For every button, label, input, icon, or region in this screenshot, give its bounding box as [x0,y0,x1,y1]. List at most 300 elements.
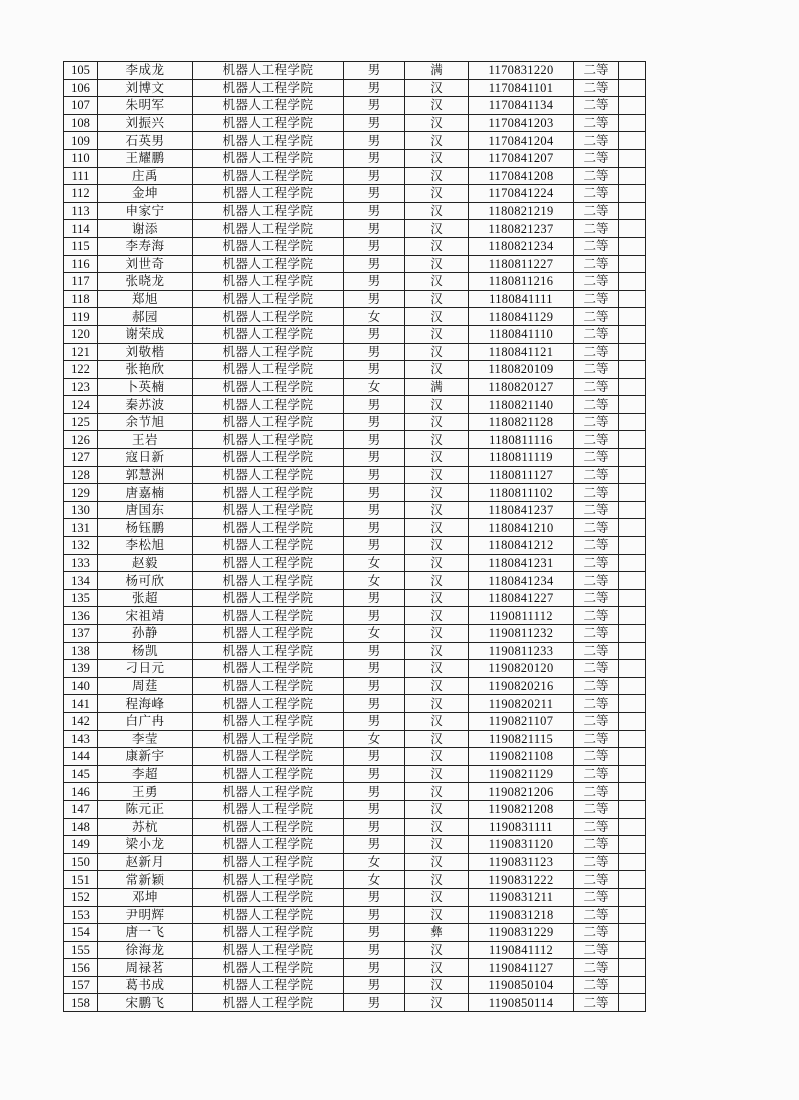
row-number-cell: 109 [64,132,98,150]
empty-cell [619,537,646,555]
college-name-cell: 机器人工程学院 [193,361,344,379]
table-row [64,237,646,255]
row-number-cell: 134 [64,572,98,590]
award-grade-cell: 二等 [574,853,619,871]
student-id-cell: 1180820127 [469,378,574,396]
row-number-cell: 158 [64,994,98,1012]
college-name-cell: 机器人工程学院 [193,167,344,185]
college-name-cell: 机器人工程学院 [193,976,344,994]
student-id-cell: 1180841111 [469,290,574,308]
student-name-cell: 寇日新 [98,449,193,467]
row-number-cell: 145 [64,765,98,783]
empty-cell [619,888,646,906]
student-id-cell: 1170841224 [469,185,574,203]
table-row [64,712,646,730]
row-number-cell: 124 [64,396,98,414]
college-name-cell: 机器人工程学院 [193,413,344,431]
row-number-cell: 107 [64,97,98,115]
college-name-cell: 机器人工程学院 [193,501,344,519]
gender-cell: 男 [344,976,405,994]
award-grade-cell: 二等 [574,484,619,502]
college-name-cell: 机器人工程学院 [193,325,344,343]
student-name-cell: 周莛 [98,677,193,695]
table-row [64,290,646,308]
ethnicity-cell: 汉 [405,783,469,801]
college-name-cell: 机器人工程学院 [193,62,344,80]
ethnicity-cell: 汉 [405,273,469,291]
student-id-cell: 1180841234 [469,572,574,590]
ethnicity-cell: 汉 [405,97,469,115]
gender-cell: 男 [344,114,405,132]
college-name-cell: 机器人工程学院 [193,712,344,730]
student-id-cell: 1180821140 [469,396,574,414]
award-grade-cell: 二等 [574,132,619,150]
empty-cell [619,783,646,801]
student-name-cell: 周禄茗 [98,959,193,977]
table-row [64,325,646,343]
table-row [64,607,646,625]
college-name-cell: 机器人工程学院 [193,237,344,255]
table-row [64,836,646,854]
college-name-cell: 机器人工程学院 [193,273,344,291]
ethnicity-cell: 满 [405,62,469,80]
gender-cell: 男 [344,97,405,115]
ethnicity-cell: 汉 [405,79,469,97]
gender-cell: 男 [344,413,405,431]
gender-cell: 男 [344,836,405,854]
student-name-cell: 葛书成 [98,976,193,994]
student-id-cell: 1180811102 [469,484,574,502]
college-name-cell: 机器人工程学院 [193,308,344,326]
empty-cell [619,853,646,871]
ethnicity-cell: 汉 [405,325,469,343]
ethnicity-cell: 汉 [405,712,469,730]
award-grade-cell: 二等 [574,924,619,942]
college-name-cell: 机器人工程学院 [193,695,344,713]
ethnicity-cell: 汉 [405,537,469,555]
row-number-cell: 121 [64,343,98,361]
gender-cell: 男 [344,783,405,801]
empty-cell [619,677,646,695]
empty-cell [619,712,646,730]
college-name-cell: 机器人工程学院 [193,79,344,97]
empty-cell [619,273,646,291]
ethnicity-cell: 汉 [405,449,469,467]
table-row [64,994,646,1012]
student-name-cell: 刘振兴 [98,114,193,132]
empty-cell [619,185,646,203]
student-id-cell: 1180841237 [469,501,574,519]
college-name-cell: 机器人工程学院 [193,431,344,449]
award-grade-cell: 二等 [574,202,619,220]
ethnicity-cell: 汉 [405,642,469,660]
college-name-cell: 机器人工程学院 [193,607,344,625]
empty-cell [619,237,646,255]
gender-cell: 男 [344,255,405,273]
gender-cell: 女 [344,730,405,748]
row-number-cell: 129 [64,484,98,502]
student-name-cell: 金坤 [98,185,193,203]
student-id-cell: 1170841207 [469,149,574,167]
empty-cell [619,290,646,308]
award-grade-cell: 二等 [574,976,619,994]
student-id-cell: 1180821237 [469,220,574,238]
ethnicity-cell: 汉 [405,501,469,519]
table-row [64,273,646,291]
student-id-cell: 1190821206 [469,783,574,801]
gender-cell: 男 [344,748,405,766]
student-id-cell: 1190821108 [469,748,574,766]
empty-cell [619,361,646,379]
student-id-cell: 1180811116 [469,431,574,449]
ethnicity-cell: 汉 [405,185,469,203]
table-row [64,361,646,379]
award-grade-cell: 二等 [574,79,619,97]
table-row [64,431,646,449]
table-row [64,853,646,871]
student-id-cell: 1180841129 [469,308,574,326]
table-row [64,677,646,695]
award-grade-cell: 二等 [574,185,619,203]
college-name-cell: 机器人工程学院 [193,202,344,220]
ethnicity-cell: 汉 [405,290,469,308]
empty-cell [619,132,646,150]
gender-cell: 男 [344,149,405,167]
student-id-cell: 1180841231 [469,554,574,572]
award-grade-cell: 二等 [574,431,619,449]
ethnicity-cell: 汉 [405,994,469,1012]
college-name-cell: 机器人工程学院 [193,589,344,607]
gender-cell: 男 [344,132,405,150]
gender-cell: 男 [344,237,405,255]
student-name-cell: 李超 [98,765,193,783]
college-name-cell: 机器人工程学院 [193,871,344,889]
award-grade-cell: 二等 [574,308,619,326]
table-row [64,871,646,889]
gender-cell: 男 [344,273,405,291]
gender-cell: 男 [344,941,405,959]
table-row [64,343,646,361]
table-row [64,906,646,924]
student-name-cell: 谢荣成 [98,325,193,343]
gender-cell: 女 [344,308,405,326]
gender-cell: 男 [344,396,405,414]
student-name-cell: 康新宇 [98,748,193,766]
award-grade-cell: 二等 [574,149,619,167]
college-name-cell: 机器人工程学院 [193,818,344,836]
ethnicity-cell: 汉 [405,308,469,326]
ethnicity-cell: 汉 [405,202,469,220]
table-row [64,466,646,484]
student-name-cell: 杨钰鹏 [98,519,193,537]
college-name-cell: 机器人工程学院 [193,396,344,414]
row-number-cell: 126 [64,431,98,449]
award-grade-cell: 二等 [574,537,619,555]
ethnicity-cell: 汉 [405,607,469,625]
student-name-cell: 石英男 [98,132,193,150]
student-name-cell: 唐国东 [98,501,193,519]
empty-cell [619,906,646,924]
gender-cell: 男 [344,537,405,555]
college-name-cell: 机器人工程学院 [193,255,344,273]
student-id-cell: 1190831211 [469,888,574,906]
row-number-cell: 119 [64,308,98,326]
table-row [64,924,646,942]
table-row [64,202,646,220]
row-number-cell: 132 [64,537,98,555]
student-name-cell: 庄禹 [98,167,193,185]
roster-table [63,61,646,1012]
empty-cell [619,625,646,643]
college-name-cell: 机器人工程学院 [193,660,344,678]
student-name-cell: 白广冉 [98,712,193,730]
award-grade-cell: 二等 [574,625,619,643]
award-grade-cell: 二等 [574,607,619,625]
student-name-cell: 李寿海 [98,237,193,255]
student-id-cell: 1190850104 [469,976,574,994]
student-id-cell: 1190841112 [469,941,574,959]
college-name-cell: 机器人工程学院 [193,466,344,484]
award-grade-cell: 二等 [574,748,619,766]
award-grade-cell: 二等 [574,818,619,836]
ethnicity-cell: 汉 [405,237,469,255]
student-id-cell: 1190811233 [469,642,574,660]
award-grade-cell: 二等 [574,466,619,484]
student-name-cell: 李成龙 [98,62,193,80]
empty-cell [619,572,646,590]
ethnicity-cell: 汉 [405,853,469,871]
table-row [64,378,646,396]
gender-cell: 男 [344,695,405,713]
student-id-cell: 1190831229 [469,924,574,942]
student-id-cell: 1190821129 [469,765,574,783]
row-number-cell: 138 [64,642,98,660]
student-id-cell: 1180841227 [469,589,574,607]
empty-cell [619,114,646,132]
gender-cell: 男 [344,167,405,185]
empty-cell [619,554,646,572]
table-row [64,572,646,590]
table-row [64,185,646,203]
empty-cell [619,396,646,414]
student-id-cell: 1190850114 [469,994,574,1012]
student-id-cell: 1170841208 [469,167,574,185]
student-id-cell: 1190811232 [469,625,574,643]
table-row [64,132,646,150]
table-row [64,396,646,414]
student-name-cell: 刁日元 [98,660,193,678]
student-name-cell: 秦苏波 [98,396,193,414]
empty-cell [619,413,646,431]
student-name-cell: 唐嘉楠 [98,484,193,502]
empty-cell [619,589,646,607]
gender-cell: 男 [344,888,405,906]
gender-cell: 女 [344,871,405,889]
college-name-cell: 机器人工程学院 [193,677,344,695]
college-name-cell: 机器人工程学院 [193,185,344,203]
empty-cell [619,748,646,766]
award-grade-cell: 二等 [574,959,619,977]
student-id-cell: 1190831111 [469,818,574,836]
award-grade-cell: 二等 [574,695,619,713]
college-name-cell: 机器人工程学院 [193,765,344,783]
table-row [64,255,646,273]
row-number-cell: 127 [64,449,98,467]
award-grade-cell: 二等 [574,572,619,590]
row-number-cell: 144 [64,748,98,766]
student-id-cell: 1180821234 [469,237,574,255]
gender-cell: 男 [344,501,405,519]
award-grade-cell: 二等 [574,730,619,748]
row-number-cell: 118 [64,290,98,308]
college-name-cell: 机器人工程学院 [193,959,344,977]
student-id-cell: 1180811119 [469,449,574,467]
student-name-cell: 谢添 [98,220,193,238]
table-row [64,660,646,678]
college-name-cell: 机器人工程学院 [193,449,344,467]
student-id-cell: 1180811216 [469,273,574,291]
empty-cell [619,519,646,537]
ethnicity-cell: 汉 [405,572,469,590]
ethnicity-cell: 汉 [405,660,469,678]
gender-cell: 男 [344,484,405,502]
college-name-cell: 机器人工程学院 [193,343,344,361]
table-row [64,554,646,572]
award-grade-cell: 二等 [574,994,619,1012]
award-grade-cell: 二等 [574,519,619,537]
ethnicity-cell: 汉 [405,114,469,132]
ethnicity-cell: 满 [405,378,469,396]
student-name-cell: 苏杭 [98,818,193,836]
table-row [64,625,646,643]
empty-cell [619,343,646,361]
student-id-cell: 1190820120 [469,660,574,678]
award-grade-cell: 二等 [574,888,619,906]
college-name-cell: 机器人工程学院 [193,290,344,308]
gender-cell: 男 [344,924,405,942]
student-name-cell: 杨可欣 [98,572,193,590]
empty-cell [619,431,646,449]
row-number-cell: 130 [64,501,98,519]
student-id-cell: 1190831222 [469,871,574,889]
college-name-cell: 机器人工程学院 [193,783,344,801]
college-name-cell: 机器人工程学院 [193,572,344,590]
table-row [64,818,646,836]
gender-cell: 男 [344,765,405,783]
empty-cell [619,466,646,484]
table-row [64,308,646,326]
empty-cell [619,800,646,818]
student-id-cell: 1170841101 [469,79,574,97]
college-name-cell: 机器人工程学院 [193,836,344,854]
award-grade-cell: 二等 [574,237,619,255]
gender-cell: 男 [344,642,405,660]
row-number-cell: 137 [64,625,98,643]
gender-cell: 男 [344,290,405,308]
row-number-cell: 105 [64,62,98,80]
ethnicity-cell: 汉 [405,959,469,977]
gender-cell: 男 [344,325,405,343]
student-name-cell: 邓坤 [98,888,193,906]
college-name-cell: 机器人工程学院 [193,114,344,132]
ethnicity-cell: 彝 [405,924,469,942]
row-number-cell: 120 [64,325,98,343]
ethnicity-cell: 汉 [405,343,469,361]
row-number-cell: 154 [64,924,98,942]
student-name-cell: 王岩 [98,431,193,449]
row-number-cell: 148 [64,818,98,836]
college-name-cell: 机器人工程学院 [193,906,344,924]
table-row [64,765,646,783]
award-grade-cell: 二等 [574,97,619,115]
college-name-cell: 机器人工程学院 [193,97,344,115]
ethnicity-cell: 汉 [405,871,469,889]
ethnicity-cell: 汉 [405,976,469,994]
college-name-cell: 机器人工程学院 [193,625,344,643]
table-row [64,888,646,906]
table-row [64,695,646,713]
college-name-cell: 机器人工程学院 [193,748,344,766]
college-name-cell: 机器人工程学院 [193,941,344,959]
row-number-cell: 136 [64,607,98,625]
empty-cell [619,818,646,836]
row-number-cell: 146 [64,783,98,801]
award-grade-cell: 二等 [574,62,619,80]
gender-cell: 男 [344,607,405,625]
student-name-cell: 余节旭 [98,413,193,431]
gender-cell: 男 [344,677,405,695]
award-grade-cell: 二等 [574,677,619,695]
empty-cell [619,449,646,467]
student-name-cell: 王勇 [98,783,193,801]
roster-table-body [64,62,646,1012]
empty-cell [619,484,646,502]
gender-cell: 男 [344,660,405,678]
award-grade-cell: 二等 [574,325,619,343]
ethnicity-cell: 汉 [405,941,469,959]
student-name-cell: 李莹 [98,730,193,748]
row-number-cell: 110 [64,149,98,167]
ethnicity-cell: 汉 [405,167,469,185]
ethnicity-cell: 汉 [405,888,469,906]
gender-cell: 女 [344,378,405,396]
college-name-cell: 机器人工程学院 [193,800,344,818]
table-row [64,976,646,994]
table-row [64,748,646,766]
student-id-cell: 1190841127 [469,959,574,977]
table-row [64,114,646,132]
student-name-cell: 尹明辉 [98,906,193,924]
empty-cell [619,607,646,625]
row-number-cell: 155 [64,941,98,959]
row-number-cell: 116 [64,255,98,273]
empty-cell [619,994,646,1012]
gender-cell: 男 [344,818,405,836]
empty-cell [619,941,646,959]
row-number-cell: 149 [64,836,98,854]
ethnicity-cell: 汉 [405,695,469,713]
award-grade-cell: 二等 [574,642,619,660]
empty-cell [619,220,646,238]
student-id-cell: 1170831220 [469,62,574,80]
college-name-cell: 机器人工程学院 [193,730,344,748]
row-number-cell: 115 [64,237,98,255]
student-name-cell: 宋鹏飞 [98,994,193,1012]
table-row [64,149,646,167]
gender-cell: 男 [344,62,405,80]
row-number-cell: 147 [64,800,98,818]
row-number-cell: 152 [64,888,98,906]
